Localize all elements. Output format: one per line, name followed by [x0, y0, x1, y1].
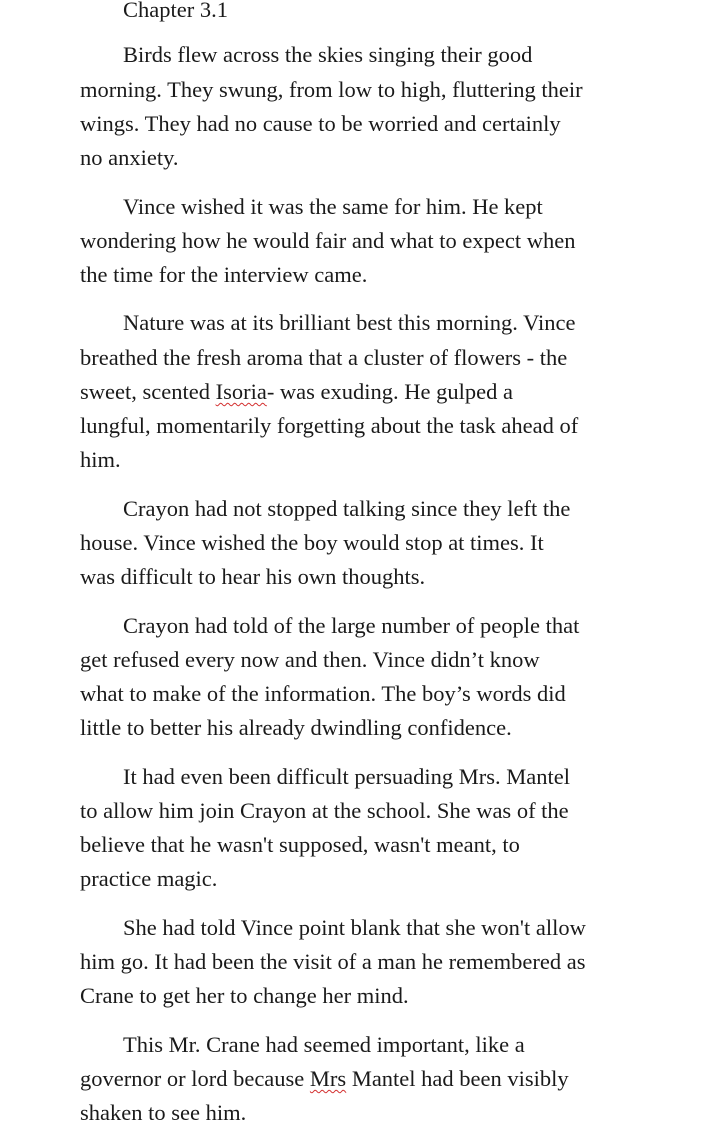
text-line: the time for the interview came.: [80, 261, 368, 287]
text-line: no anxiety.: [80, 144, 179, 170]
text-line: [80, 1062, 642, 1096]
text-line: him.: [80, 447, 121, 473]
paragraph: [80, 911, 642, 1014]
text-line: believe that he wasn't supposed, wasn't meant, to: [80, 832, 520, 858]
paragraph: [80, 609, 642, 746]
text-line: house. Vince wished the boy would stop at times. It: [80, 530, 544, 555]
text-line: morning. They swung, from low to high, fluttering their: [80, 76, 583, 102]
text-line: lungful, momentarily forgetting about the task ahead of: [80, 413, 579, 439]
text-line: to allow him join Crayon at the school. She was of the: [80, 798, 569, 824]
text-line: was difficult to hear his own thoughts.: [80, 564, 426, 590]
text-run: - was exuding. He gulped a: [266, 378, 513, 404]
paragraph: [80, 1028, 642, 1131]
paragraph: [80, 306, 642, 477]
text-line: It had even been difficult persuading Mrs. Mantel: [123, 763, 570, 789]
text-line: Vince wished it was the same for him. He kept: [123, 193, 543, 219]
text-line: Nature was at its brilliant best this morning. Vince: [123, 310, 576, 336]
text-line: This Mr. Crane had seemed important, like a: [123, 1032, 525, 1057]
text-line: [80, 375, 642, 409]
text-line: Crane to get her to change her mind.: [80, 983, 409, 1009]
text-line: practice magic.: [80, 866, 218, 892]
text-line: Crayon had told of the large number of people that: [123, 612, 580, 638]
text-line: Birds flew across the skies singing their good: [123, 42, 533, 68]
text-line: Crayon had not stopped talking since they left the: [123, 495, 571, 521]
text-run: Mantel had been visibly: [346, 1066, 569, 1092]
spellcheck-flagged-word[interactable]: Mrs: [309, 1066, 347, 1092]
text-run: sweet, scented: [80, 378, 216, 404]
text-line: him go. It had been the visit of a man he remembered as: [80, 949, 586, 975]
paragraph: [80, 190, 642, 293]
paragraph: [80, 38, 642, 175]
paragraph: [80, 492, 642, 595]
paragraph: [80, 760, 642, 897]
text-line: get refused every now and then. Vince didn’t know: [80, 646, 540, 672]
chapter-title: Chapter 3.1: [123, 0, 228, 22]
text-run: governor or lord because: [80, 1066, 310, 1092]
spellcheck-flagged-word[interactable]: Isoria: [215, 378, 267, 404]
document-page: [80, 0, 642, 1131]
text-line: wondering how he would fair and what to expect when: [80, 227, 576, 253]
text-line: breathed the fresh aroma that a cluster of flowers - the: [80, 344, 568, 370]
text-line: what to make of the information. The boy’s words did: [80, 681, 566, 707]
text-line: She had told Vince point blank that she won't allow: [123, 915, 586, 941]
text-line: wings. They had no cause to be worried and certainly: [80, 110, 561, 136]
text-line: shaken to see him.: [80, 1100, 247, 1126]
text-line: little to better his already dwindling confidence.: [80, 715, 512, 741]
